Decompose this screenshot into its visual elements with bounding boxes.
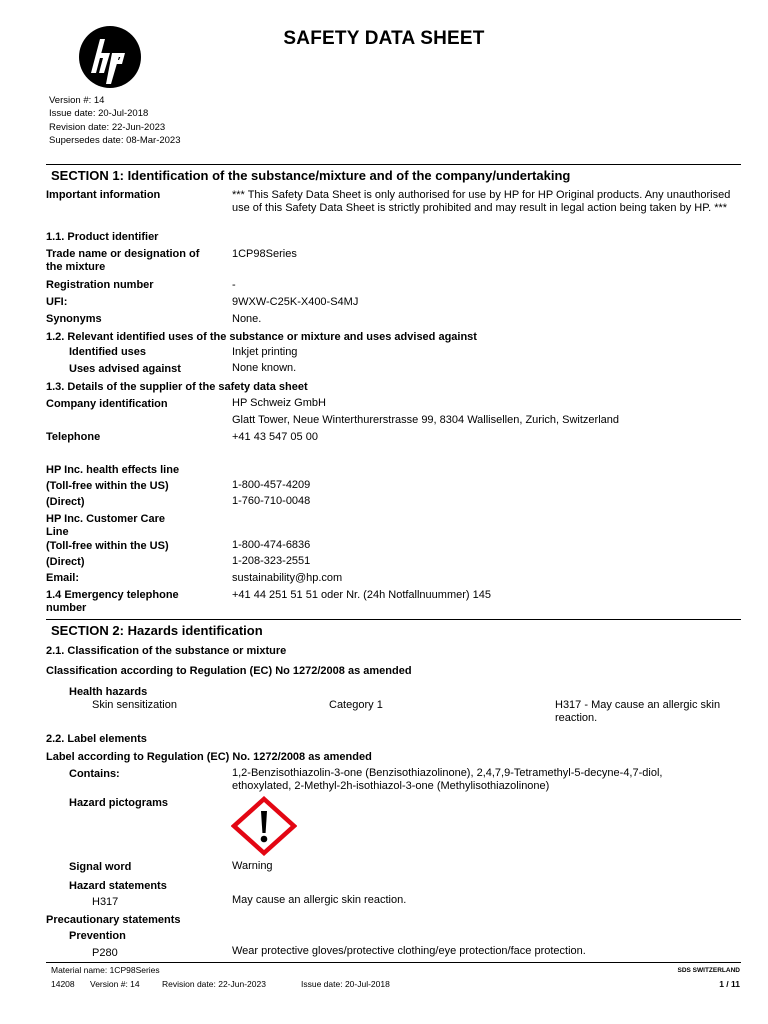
precautionary-statements-label: Precautionary statements (46, 914, 181, 926)
customer-care-line-label: HP Inc. Customer Care Line (46, 513, 166, 538)
uses-advised-against-label: Uses advised against (69, 363, 181, 375)
email-label: Email: (46, 572, 80, 584)
supplier-details-subheading: 1.3. Details of the supplier of the safety data sheet (46, 381, 308, 393)
company-address: Glatt Tower, Neue Winterthurerstrasse 99, 8304 Wallisellen, Zurich, Switzerland (232, 414, 619, 426)
hazard-statements-label: Hazard statements (69, 880, 167, 892)
p280-code: P280 (92, 947, 118, 959)
contains-label: Contains: (69, 768, 120, 780)
footer-version: Version #: 14 (90, 979, 140, 989)
prevention-label: Prevention (69, 930, 126, 942)
signal-word-label: Signal word (69, 861, 132, 873)
product-identifier-subheading: 1.1. Product identifier (46, 231, 159, 243)
hazard-category: Category 1 (329, 699, 383, 711)
footer-divider (46, 962, 741, 963)
footer-material-name: Material name: 1CP98Series (51, 965, 160, 975)
tollfree-label: (Toll-free within the US) (46, 480, 169, 492)
email-value[interactable]: sustainability@hp.com (232, 572, 343, 584)
telephone-label: Telephone (46, 431, 101, 443)
tollfree-label-2: (Toll-free within the US) (46, 540, 169, 552)
footer-revision-date: Revision date: 22-Jun-2023 (162, 979, 266, 989)
revision-date: Revision date: 22-Jun-2023 (49, 122, 166, 133)
footer-document-number: 14208 (51, 979, 75, 989)
section-divider (46, 619, 741, 620)
important-info-text: *** This Safety Data Sheet is only authorised for use by HP for HP Original products. Any unauthorised use of this Safety Data Sheet is strictly prohibited and may result in legal action being taken by HP. *** (232, 189, 731, 214)
contains-value: 1,2-Benzisothiazolin-3-one (Benzisothiazolinone), 2,4,7,9-Tetramethyl-5-decyne-4,7-diol, ethoxylated, 2-Methyl-2h-isothiazol-3-one (Methylisothiazolinone) (232, 767, 663, 792)
footer-sds-region: SDS SWITZERLAND (677, 967, 740, 974)
ufi-label: UFI: (46, 296, 68, 308)
ufi-value: 9WXW-C25K-X400-S4MJ (232, 296, 359, 308)
trade-name-label: Trade name or designation of the mixture (46, 248, 200, 273)
tollfree-value-2: 1-800-474-6836 (232, 539, 311, 551)
direct-value: 1-760-710-0048 (232, 495, 311, 507)
emergency-telephone-value: +41 44 251 51 51 oder Nr. (24h Notfallnuummer) 145 (232, 589, 491, 601)
document-title: SAFETY DATA SHEET (283, 28, 485, 49)
relevant-uses-subheading: 1.2. Relevant identified uses of the substance or mixture and uses advised against (46, 331, 477, 343)
registration-number-value: - (232, 279, 236, 291)
p280-text: Wear protective gloves/protective clothing/eye protection/face protection. (232, 945, 586, 957)
issue-date: Issue date: 20-Jul-2018 (49, 108, 149, 119)
tollfree-value: 1-800-457-4209 (232, 479, 311, 491)
health-effects-line-label: HP Inc. health effects line (46, 464, 180, 476)
registration-number-label: Registration number (46, 279, 154, 291)
synonyms-value: None. (232, 313, 262, 325)
hazard-statement-classification: H317 - May cause an allergic skin reaction. (555, 699, 721, 724)
synonyms-label: Synonyms (46, 313, 102, 325)
telephone-value: +41 43 547 05 00 (232, 431, 318, 443)
direct-value-2: 1-208-323-2551 (232, 555, 311, 567)
section-2-heading: SECTION 2: Hazards identification (51, 623, 263, 638)
footer-issue-date: Issue date: 20-Jul-2018 (301, 979, 390, 989)
classification-regulation: Classification according to Regulation (EC) No 1272/2008 as amended (46, 665, 412, 677)
company-identification-label: Company identification (46, 398, 168, 410)
emergency-telephone-label: 1.4 Emergency telephone number (46, 589, 179, 614)
identified-uses-label: Identified uses (69, 346, 147, 358)
version-number: Version #: 14 (49, 95, 105, 106)
section-divider (46, 164, 741, 165)
important-info-label: Important information (46, 189, 161, 201)
exclamation-mark-pictogram-icon (231, 796, 297, 856)
direct-label-2: (Direct) (46, 556, 85, 568)
identified-uses-value: Inkjet printing (232, 346, 298, 358)
health-hazards-label: Health hazards (69, 686, 148, 698)
direct-label: (Direct) (46, 496, 85, 508)
classification-subheading: 2.1. Classification of the substance or mixture (46, 645, 287, 657)
section-1-heading: SECTION 1: Identification of the substance/mixture and of the company/undertaking (51, 168, 571, 183)
signal-word-value: Warning (232, 860, 273, 872)
h317-code: H317 (92, 896, 119, 908)
uses-advised-against-value: None known. (232, 362, 297, 374)
trade-name-value: 1CP98Series (232, 248, 297, 260)
supersedes-date: Supersedes date: 08-Mar-2023 (49, 135, 181, 146)
label-elements-subheading: 2.2. Label elements (46, 733, 147, 745)
hazard-class-name: Skin sensitization (92, 699, 177, 711)
footer-page-number: 1 / 11 (719, 979, 740, 989)
h317-text: May cause an allergic skin reaction. (232, 894, 407, 906)
hazard-pictograms-label: Hazard pictograms (69, 797, 169, 809)
company-name: HP Schweiz GmbH (232, 397, 326, 409)
label-regulation: Label according to Regulation (EC) No. 1272/2008 as amended (46, 751, 372, 763)
